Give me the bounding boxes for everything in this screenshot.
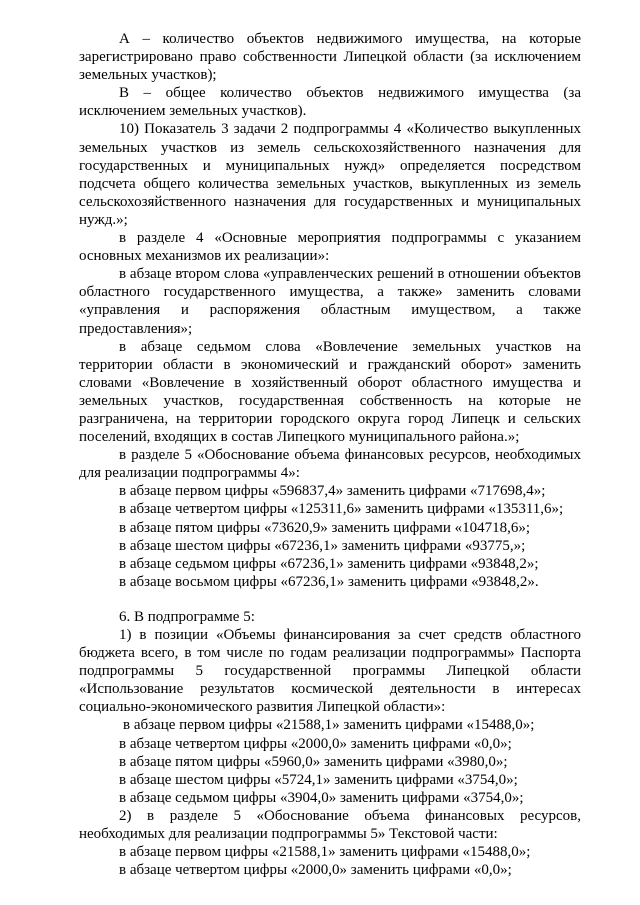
paragraph-item-2: 2) в разделе 5 «Обоснование объема финансовых ресурсов, необходимых для реализации подпрограммы 5» Текстовой части: <box>79 807 581 843</box>
paragraph-section-4-heading: в разделе 4 «Основные мероприятия подпрограммы с указанием основных механизмов их реализации»: <box>79 230 581 265</box>
paragraph-indicator-10: 10) Показатель 3 задачи 2 подпрограммы 4 «Количество выкупленных земельных участков из земель сельскохозяйственного назначения для государственных и муниципальных нужд» определяется посредством подсчета общего количества земельных участков, выкупленных из земель сельскохозяйственного назначения для государственных и муниципальных нужд.»; <box>79 121 581 228</box>
list-item-passport-abzac-5: в абзаце пятом цифры «5960,0» заменить цифрами «3980,0»; <box>119 753 508 770</box>
list-item-passport-abzac-7: в абзаце седьмом цифры «3904,0» заменить цифрами «3754,0»; <box>119 789 524 806</box>
list-item-passport-abzac-4: в абзаце четвертом цифры «2000,0» заменить цифрами «0,0»; <box>119 735 512 752</box>
list-item-abzac-5: в абзаце пятом цифры «73620,9» заменить цифрами «104718,6»; <box>119 519 531 536</box>
list-item-abzac-1: в абзаце первом цифры «596837,4» заменить цифрами «717698,4»; <box>119 483 546 500</box>
list-item-text-abzac-1: в абзаце первом цифры «21588,1» заменить цифрами «15488,0»; <box>119 844 531 861</box>
paragraph-b-definition: В – общее количество объектов недвижимого имущества (за исключением земельных участков). <box>79 85 581 120</box>
subprogram-5-heading: 6. В подпрограмме 5: <box>119 608 255 625</box>
list-item-abzac-8: в абзаце восьмом цифры «67236,1» заменить цифрами «93848,2». <box>119 573 539 590</box>
paragraph-section-4-abzac-7: в абзаце седьмом слова «Вовлечение земельных участков на территории области в экономический и гражданский оборот» заменить словами «Вовлечение в хозяйственный оборот областного имущества и земельных участков, государственная собственность на которые не разграничена, на территории городского округа город Липецк и сельских поселений, входящих в состав Липецкого муниципального района.»; <box>79 338 581 446</box>
list-item-text-abzac-4: в абзаце четвертом цифры «2000,0» заменить цифрами «0,0»; <box>119 862 512 879</box>
list-item-passport-abzac-6: в абзаце шестом цифры «5724,1» заменить цифрами «3754,0»; <box>119 771 518 788</box>
list-item-abzac-6: в абзаце шестом цифры «67236,1» заменить цифрами «93775,»; <box>119 537 526 554</box>
paragraph-section-5-heading: в разделе 5 «Обоснование объема финансовых ресурсов, необходимых для реализации подпрограммы 4»: <box>79 447 581 482</box>
paragraph-section-4-abzac-2: в абзаце втором слова «управленческих решений в отношении объектов областного государственного имущества, а также» заменить словами «управления и распоряжения областным имуществом, а также предоставления»; <box>79 266 581 337</box>
list-item-abzac-4: в абзаце четвертом цифры «125311,6» заменить цифрами «135311,6»; <box>119 501 564 518</box>
list-item-abzac-7: в абзаце седьмом цифры «67236,1» заменить цифрами «93848,2»; <box>119 555 539 572</box>
list-item-passport-abzac-1: в абзаце первом цифры «21588,1» заменить цифрами «15488,0»; <box>123 717 535 734</box>
paragraph-a-definition: А – количество объектов недвижимого имущества, на которые зарегистрировано право собственности Липецкой области (за исключением земельных участков); <box>79 31 581 84</box>
paragraph-spacer <box>79 591 581 608</box>
paragraph-item-1: 1) в позиции «Объемы финансирования за счет средств областного бюджета всего, в том числе по годам реализации подпрограммы» Паспорта подпрограммы 5 государственной программы Липецкой области «Использование результатов космической деятельности в интересах социально-экономического развития Липецкой области»: <box>79 627 581 716</box>
